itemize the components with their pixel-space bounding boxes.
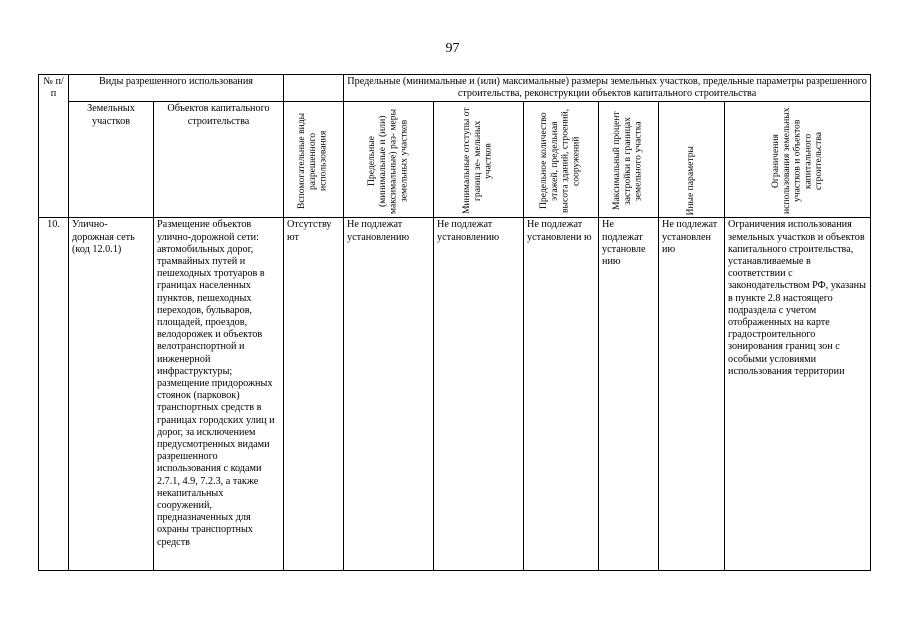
cell-setbacks: Не подлежат установлению <box>434 218 524 571</box>
cell-coverage: Не подлежат установле нию <box>599 218 659 571</box>
column-header-max-coverage: Максимальный процент застройки в границах земельного участка <box>599 102 659 218</box>
cell-floors: Не подлежат установлени ю <box>524 218 599 571</box>
row-number: 10. <box>39 218 69 571</box>
column-header-capital-objects: Объектов капитального строительства <box>154 102 284 218</box>
column-header-floors-height: Предельное количество этажей, предельная высота зданий, строений, сооружений <box>524 102 599 218</box>
land-use-regulations-table <box>38 74 871 571</box>
column-header-setbacks: Минимальные отступы от границ зе- мельных участков <box>434 102 524 218</box>
column-header-auxiliary-uses: Вспомогательные виды разрешенного использования <box>284 102 344 218</box>
cell-capital-objects: Размещение объектов улично-дорожной сети: автомобильных дорог, трамвайных путей и пешеходных тротуаров в границах населенных пунктов, пешеходных переходов, бульваров, площадей, проездов, велодорожек и объектов велотранспортной и инженерной инфраструктуры; размещение придорожных стоянок (парковок) транспортных средств в границах городских улиц и дорог, за исключением предусмотренных видами разрешенного использования с кодами 2.7.1, 4.9, 7.2.3, а также некапитальных сооружений, предназначенных для охраны транспортных средств <box>154 218 284 571</box>
column-header-aux-top <box>284 75 344 102</box>
column-header-other-params: Иные параметры <box>659 102 725 218</box>
cell-restrictions: Ограничения использования земельных участков и объектов капитального строительства, устанавливаемые в соответствии с законодательством РФ, указаны в пункте 2.8 настоящего подраздела с учетом отображенных на карте градостроительного зонирования границ зон с особыми условиями использования территории <box>725 218 871 571</box>
cell-auxiliary: Отсутству ют <box>284 218 344 571</box>
cell-land-use: Улично- дорожная сеть (код 12.0.1) <box>69 218 154 571</box>
column-header-plot-size: Предельные (минимальные и (или) максимальные) раз- меры земельных участков <box>344 102 434 218</box>
cell-other: Не подлежат установлен ию <box>659 218 725 571</box>
column-header-limits: Предельные (минимальные и (или) максимальные) размеры земельных участков, предельные параметры разрешенного строительства, реконструкции объектов капитального строительства <box>344 75 871 102</box>
cell-plot-size: Не подлежат установлению <box>344 218 434 571</box>
column-header-land-plots: Земельных участков <box>69 102 154 218</box>
page-number: 97 <box>445 41 460 56</box>
column-header-number: № п/п <box>39 75 69 218</box>
column-header-permitted-uses: Виды разрешенного использования <box>69 75 284 102</box>
column-header-restrictions: Ограничения использования земельных участков и объектов капитального строительства <box>725 102 871 218</box>
table-row <box>39 218 871 571</box>
